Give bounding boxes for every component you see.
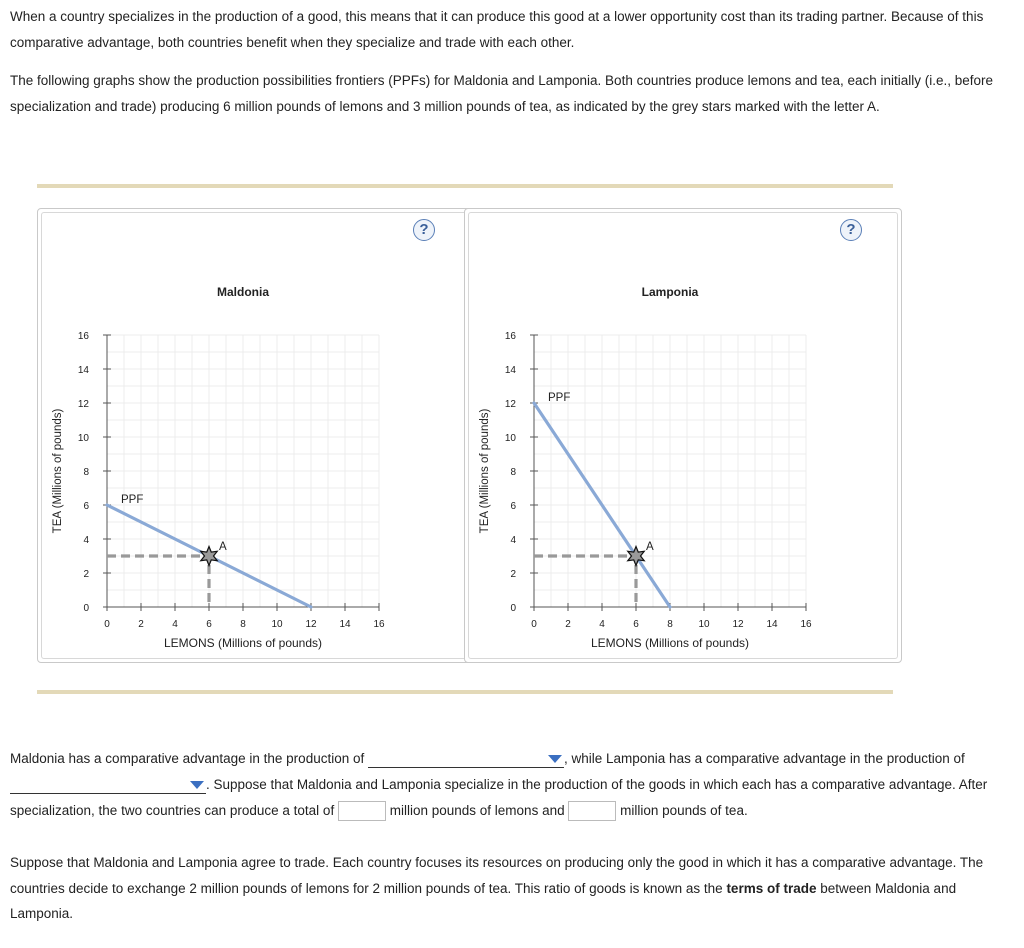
trade-paragraph xyxy=(10,850,1015,927)
x-tick-label: 6 xyxy=(633,619,639,630)
question-text-3: . Suppose that Maldonia and Lamponia specialize in the production of the goods in which each has a comparative advantage. After specialization, the two countries can produce a total of xyxy=(10,777,988,818)
point-a-label: A xyxy=(646,541,654,553)
maldonia-graph-panel xyxy=(37,208,475,663)
y-tick-label: 12 xyxy=(77,399,89,410)
y-tick-label: 14 xyxy=(504,365,516,376)
ppf-label: PPF xyxy=(121,494,144,506)
x-tick-label: 14 xyxy=(766,619,778,630)
y-tick-label: 16 xyxy=(504,331,516,342)
question-paragraph xyxy=(10,746,1015,824)
divider-bottom xyxy=(37,690,893,694)
ppf-label: PPF xyxy=(548,392,571,404)
x-tick-label: 8 xyxy=(667,619,673,630)
y-tick-label: 16 xyxy=(77,331,89,342)
maldonia-chart xyxy=(38,209,476,664)
x-tick-label: 16 xyxy=(373,619,385,630)
terms-of-trade-term: terms of trade xyxy=(726,880,817,896)
point-a-label: A xyxy=(219,541,227,553)
x-tick-label: 6 xyxy=(206,619,212,630)
chevron-down-icon xyxy=(548,755,562,763)
help-icon[interactable]: ? xyxy=(413,219,435,241)
maldonia-advantage-dropdown[interactable] xyxy=(368,750,564,768)
intro-paragraph-1: When a country specializes in the production of a good, this means that it can produce this good at a lower opportunity cost than its trading partner. Because of this comparative advantage, both countries benefit when they specialize and trade with each other. xyxy=(10,9,984,50)
y-tick-label: 6 xyxy=(510,501,516,512)
y-tick-label: 8 xyxy=(510,467,516,478)
x-tick-label: 4 xyxy=(599,619,605,630)
x-tick-label: 0 xyxy=(104,619,110,630)
question-text-5: million pounds of tea. xyxy=(620,803,748,818)
question-text-1: Maldonia has a comparative advantage in the production of xyxy=(10,751,365,766)
y-tick-label: 2 xyxy=(83,569,89,580)
question-text-2: , while Lamponia has a comparative advantage in the production of xyxy=(564,751,965,766)
y-tick-label: 0 xyxy=(510,603,516,614)
x-tick-label: 10 xyxy=(698,619,710,630)
y-tick-label: 10 xyxy=(504,433,516,444)
help-icon[interactable]: ? xyxy=(840,219,862,241)
question-text-4: million pounds of lemons and xyxy=(389,803,565,818)
x-tick-label: 2 xyxy=(565,619,571,630)
y-axis-label: TEA (Millions of pounds) xyxy=(52,408,64,534)
x-tick-label: 14 xyxy=(339,619,351,630)
x-tick-label: 16 xyxy=(800,619,812,630)
chart-title: Lamponia xyxy=(641,285,699,299)
x-axis-label: LEMONS (Millions of pounds) xyxy=(163,636,323,650)
divider-top xyxy=(37,184,893,188)
chart-title: Maldonia xyxy=(216,285,270,299)
y-tick-label: 2 xyxy=(510,569,516,580)
lamponia-advantage-dropdown[interactable] xyxy=(10,776,206,794)
y-tick-label: 0 xyxy=(83,603,89,614)
y-tick-label: 12 xyxy=(504,399,516,410)
y-tick-label: 4 xyxy=(510,535,516,546)
x-tick-label: 4 xyxy=(172,619,178,630)
x-tick-label: 0 xyxy=(531,619,537,630)
y-tick-label: 14 xyxy=(77,365,89,376)
chevron-down-icon xyxy=(190,781,204,789)
x-tick-label: 8 xyxy=(240,619,246,630)
y-tick-label: 4 xyxy=(83,535,89,546)
lemons-total-input[interactable] xyxy=(338,801,386,821)
x-axis-label: LEMONS (Millions of pounds) xyxy=(590,636,750,650)
trade-text-2: between Maldonia and Lamponia. xyxy=(10,880,957,921)
x-tick-label: 10 xyxy=(271,619,283,630)
tea-total-input[interactable] xyxy=(568,801,616,821)
x-tick-label: 2 xyxy=(138,619,144,630)
y-tick-label: 8 xyxy=(83,467,89,478)
lamponia-graph-panel xyxy=(464,208,902,663)
trade-text-1: Suppose that Maldonia and Lamponia agree to trade. Each country focuses its resources on producing only the good in which it has a comparative advantage. The countries decide to exchange 2 million pounds of lemons for 2 million pounds of tea. This ratio of goods is known as the xyxy=(10,855,984,896)
lamponia-chart xyxy=(465,209,903,664)
y-tick-label: 10 xyxy=(77,433,89,444)
x-tick-label: 12 xyxy=(732,619,744,630)
intro-paragraph-2: The following graphs show the production possibilities frontiers (PPFs) for Maldonia and Lamponia. Both countries produce lemons and tea, each initially (i.e., before specialization and trade) producing 6 million pounds of lemons and 3 million pounds of tea, as indicated by the grey stars marked with the letter A. xyxy=(10,73,994,114)
y-tick-label: 6 xyxy=(83,501,89,512)
x-tick-label: 12 xyxy=(305,619,317,630)
y-axis-label: TEA (Millions of pounds) xyxy=(479,408,491,534)
